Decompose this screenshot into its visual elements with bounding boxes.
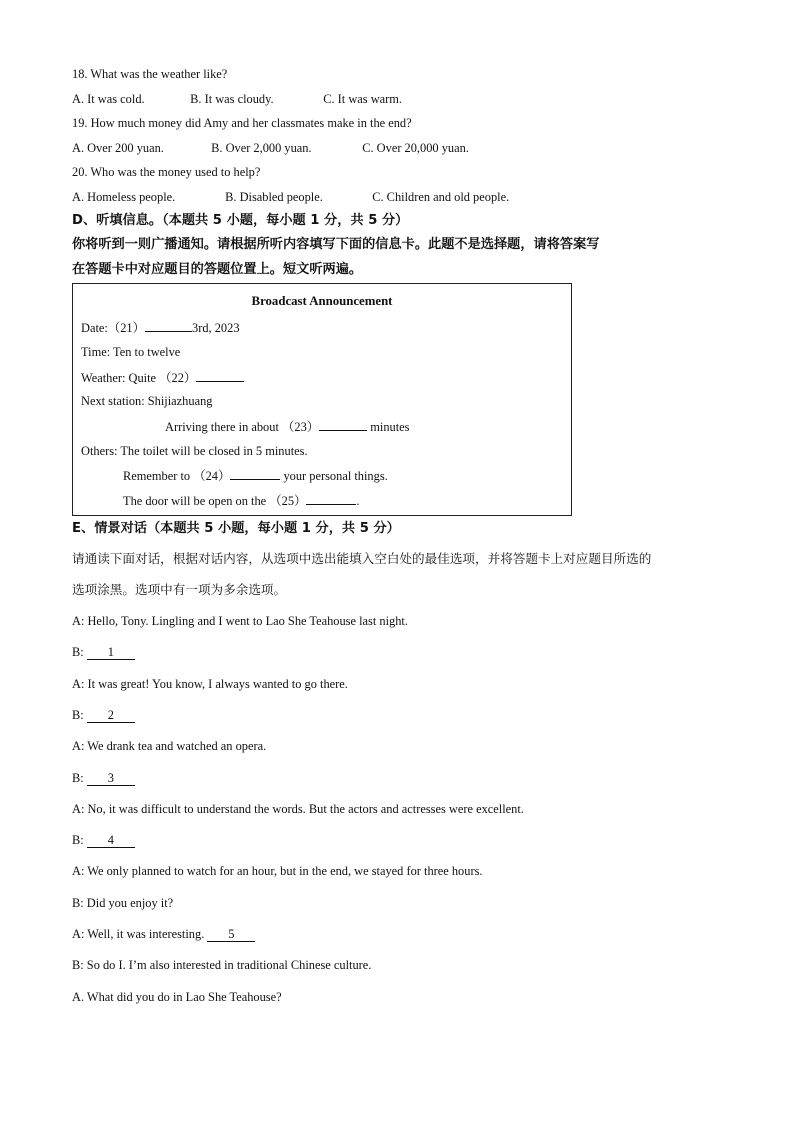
remember-label: Remember to （24） [123, 469, 231, 483]
section-d-heading: D、听填信息。（本题共 5 小题，每小题 1 分，共 5 分） [72, 213, 409, 228]
question-20: 20. Who was the money used to help? [72, 165, 261, 179]
arriving-label: Arriving there in about （23） [165, 420, 320, 434]
dialogue-text: A: It was great! You know, I always wanted to go there. [72, 677, 348, 691]
dialogue-line [72, 770, 135, 786]
answer-blank-1[interactable]: 1 [87, 645, 135, 660]
blank-24[interactable] [230, 467, 280, 480]
weather-label: Weather: Quite （22） [81, 371, 197, 385]
broadcast-info-card [72, 283, 572, 516]
section-e-heading: E、情景对话（本题共 5 小题，每小题 1 分，共 5 分） [72, 521, 400, 536]
question-18: 18. What was the weather like? [72, 67, 228, 81]
dialogue-line [72, 926, 255, 942]
option-a: A. Over 200 yuan. [72, 141, 164, 155]
blank-21[interactable] [145, 319, 192, 332]
dialogue-line [72, 644, 135, 660]
section-e-instruction-1: 请通读下面对话，根据对话内容，从选项中选出能填入空白处的最佳选项，并将答题卡上对应题目所选的 [72, 551, 652, 566]
card-weather [81, 369, 244, 386]
dialogue-text: A: Hello, Tony. Lingling and I went to Lao She Teahouse last night. [72, 614, 408, 628]
option-c: C. It was warm. [323, 92, 403, 106]
dialogue-line [72, 863, 483, 879]
dialogue-line [72, 738, 266, 754]
question-20-options [72, 189, 509, 205]
dialogue-line [72, 676, 348, 692]
answer-blank-5[interactable]: 5 [207, 927, 255, 942]
door-suffix: . [356, 494, 360, 508]
section-d-instruction-1: 你将听到一则广播通知。请根据所听内容填写下面的信息卡。此题不是选择题，请将答案写 [72, 237, 600, 252]
section-d-instruction-2: 在答题卡中对应题目的答题位置上。短文听两遍。 [72, 262, 363, 277]
option-b: B. Over 2,000 yuan. [211, 141, 312, 155]
dialogue-text: B: [72, 833, 87, 847]
card-door [123, 492, 360, 509]
card-title: Broadcast Announcement [251, 294, 393, 308]
card-arriving [165, 418, 410, 435]
dialogue-line [72, 801, 524, 817]
dialogue-text: B: [72, 708, 87, 722]
dialogue-text: B: So do I. I’m also interested in traditional Chinese culture. [72, 958, 372, 972]
card-others: Others: The toilet will be closed in 5 minutes. [81, 444, 308, 458]
dialogue-text: A. What did you do in Lao She Teahouse? [72, 990, 282, 1004]
answer-blank-2[interactable]: 2 [87, 708, 135, 723]
date-label: Date:（21） [81, 321, 146, 335]
option-c: C. Over 20,000 yuan. [362, 141, 469, 155]
dialogue-text: B: [72, 645, 87, 659]
dialogue-text: A: We only planned to watch for an hour, but in the end, we stayed for three hours. [72, 864, 483, 878]
dialogue-line [72, 895, 173, 911]
dialogue-text: A: We drank tea and watched an opera. [72, 739, 267, 753]
door-label: The door will be open on the （25） [123, 494, 307, 508]
question-19-options [72, 140, 469, 156]
dialogue-text: B: Did you enjoy it? [72, 896, 174, 910]
dialogue-line [72, 957, 371, 973]
blank-25[interactable] [306, 492, 356, 505]
section-e-instruction-2: 选项涂黑。选项中有一项为多余选项。 [72, 582, 287, 597]
blank-22[interactable] [196, 369, 244, 382]
dialogue-line [72, 707, 135, 723]
answer-blank-4[interactable]: 4 [87, 833, 135, 848]
option-a: A. Homeless people. [72, 190, 176, 204]
card-time: Time: Ten to twelve [81, 345, 181, 359]
dialogue-text: B: [72, 771, 87, 785]
question-19: 19. How much money did Amy and her classmates make in the end? [72, 116, 412, 130]
dialogue-text: A: Well, it was interesting. [72, 927, 208, 941]
option-a: A. It was cold. [72, 92, 145, 106]
arriving-suffix: minutes [367, 420, 410, 434]
dialogue-line [72, 613, 408, 629]
question-18-options [72, 91, 402, 107]
card-next-station: Next station: Shijiazhuang [81, 394, 213, 408]
option-b: B. It was cloudy. [190, 92, 274, 106]
card-date [81, 319, 240, 336]
blank-23[interactable] [319, 418, 367, 431]
remember-suffix: your personal things. [280, 469, 388, 483]
dialogue-text: A: No, it was difficult to understand the words. But the actors and actresses were excellent. [72, 802, 524, 816]
date-suffix: 3rd, 2023 [192, 321, 240, 335]
dialogue-line [72, 832, 135, 848]
answer-blank-3[interactable]: 3 [87, 771, 135, 786]
option-c: C. Children and old people. [372, 190, 510, 204]
card-remember [123, 467, 388, 484]
dialogue-line [72, 989, 282, 1005]
option-b: B. Disabled people. [225, 190, 323, 204]
